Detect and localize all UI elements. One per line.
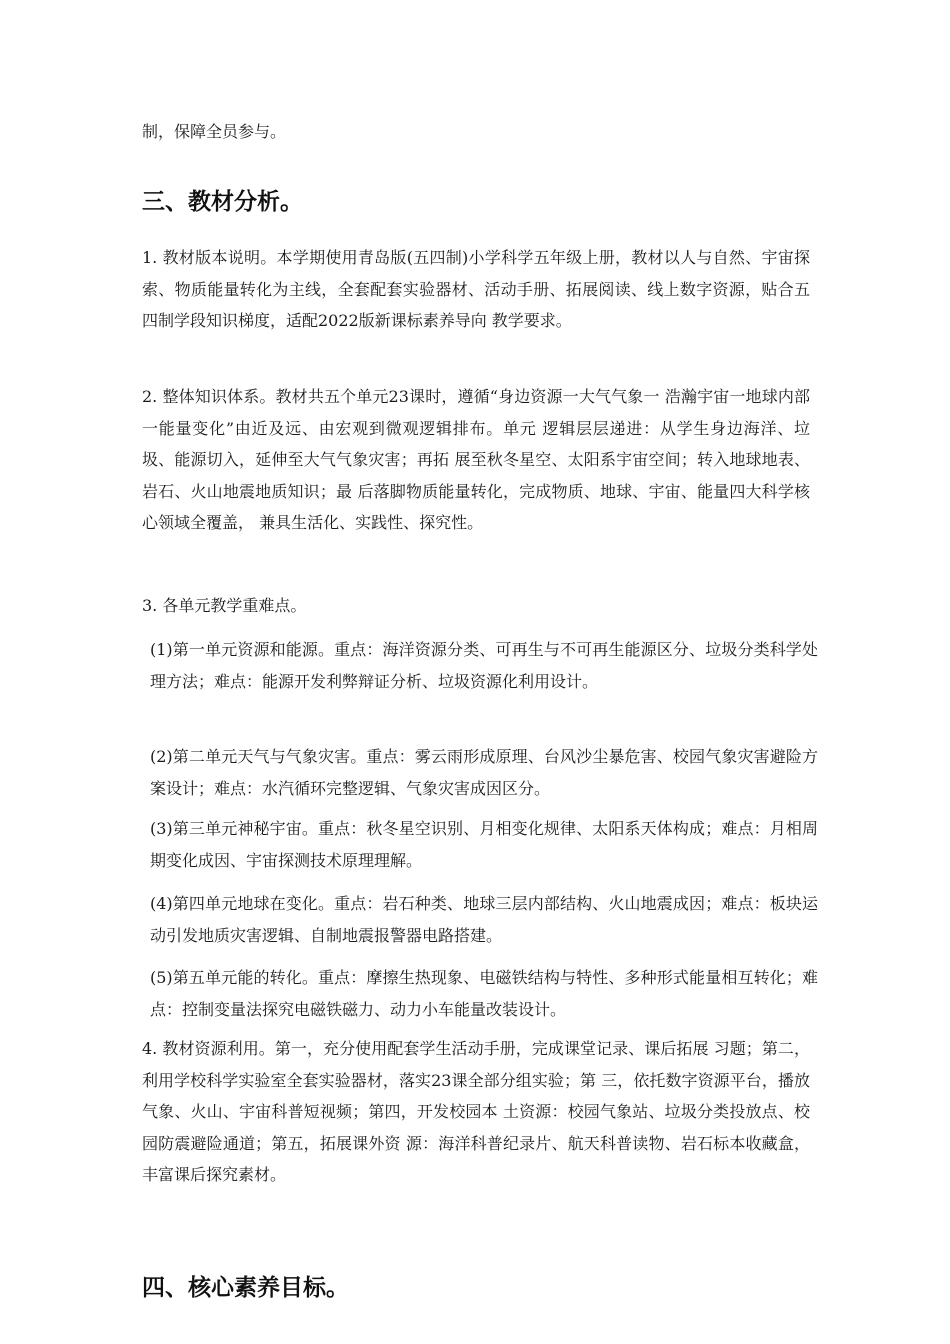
paragraph-unit-3: (3)第三单元神秘宇宙。重点：秋冬星空识别、月相变化规律、太阳系天体构成；难点：月相周期变化成因、宇宙探测技术原理理解。	[150, 819, 818, 870]
paragraph-unit-key-points-title: 3. 各单元教学重难点。	[142, 596, 307, 615]
paragraph-unit-2: (2)第二单元天气与气象灾害。重点：雾云雨形成原理、台风沙尘暴危害、校园气象灾害避险方案设计；难点：水汽循环完整逻辑、气象灾害成因区分。	[150, 747, 818, 798]
paragraph-resource-usage: 4. 教材资源利用。第一，充分使用配套学生活动手册，完成课堂记录、课后拓展 习题；第二，利用学校科学实验室全套实验器材，落实23课全部分组实验；第 三，依托数字资源平台，播放气象、火山、宇宙科普短视频；第四，开发校园本 土资源：校园气象站、垃圾分类投放点、校园防震避险通道；第五，拓展课外资 源：海洋科普纪录片、航天科普读物、岩石标本收藏盒，丰富课后探究素材。	[142, 1039, 810, 1184]
section-heading-4: 四、核心素养目标。	[142, 1275, 349, 1301]
paragraph-unit-5: (5)第五单元能的转化。重点：摩擦生热现象、电磁铁结构与特性、多种形式能量相互转化；难点：控制变量法探究电磁铁磁力、动力小车能量改装设计。	[150, 968, 818, 1019]
paragraph-unit-4: (4)第四单元地球在变化。重点：岩石种类、地球三层内部结构、火山地震成因；难点：板块运动引发地质灾害逻辑、自制地震报警器电路搭建。	[150, 894, 818, 945]
section-heading-3: 三、教材分析。	[142, 189, 303, 215]
paragraph-knowledge-system: 2. 整体知识体系。教材共五个单元23课时，遵循“身边资源一大气气象一 浩瀚宇宙一地球内部一能量变化”由近及远、由宏观到微观逻辑排布。单元 逻辑层层递进：从学生身边海洋、垃圾、能源切入，延伸至大气气象灾害；再拓 展至秋冬星空、太阳系宇宙空间；转入地球地表、岩石、火山地震地质知识；最 后落脚物质能量转化，完成物质、地球、宇宙、能量四大科学核心领域全覆盖， 兼具生活化、实践性、探究性。	[142, 387, 810, 532]
paragraph-continuation: 制，保障全员参与。	[142, 122, 287, 141]
paragraph-textbook-version: 1. 教材版本说明。本学期使用青岛版(五四制)小学科学五年级上册，教材以人与自然、宇宙探索、物质能量转化为主线，全套配套实验器材、活动手册、拓展阅读、线上数字资源，贴合五四制学段知识梯度，适配2022版新课标素养导向 教学要求。	[142, 248, 810, 330]
paragraph-unit-1: (1)第一单元资源和能源。重点：海洋资源分类、可再生与不可再生能源区分、垃圾分类科学处理方法；难点：能源开发利弊辩证分析、垃圾资源化利用设计。	[150, 640, 818, 691]
